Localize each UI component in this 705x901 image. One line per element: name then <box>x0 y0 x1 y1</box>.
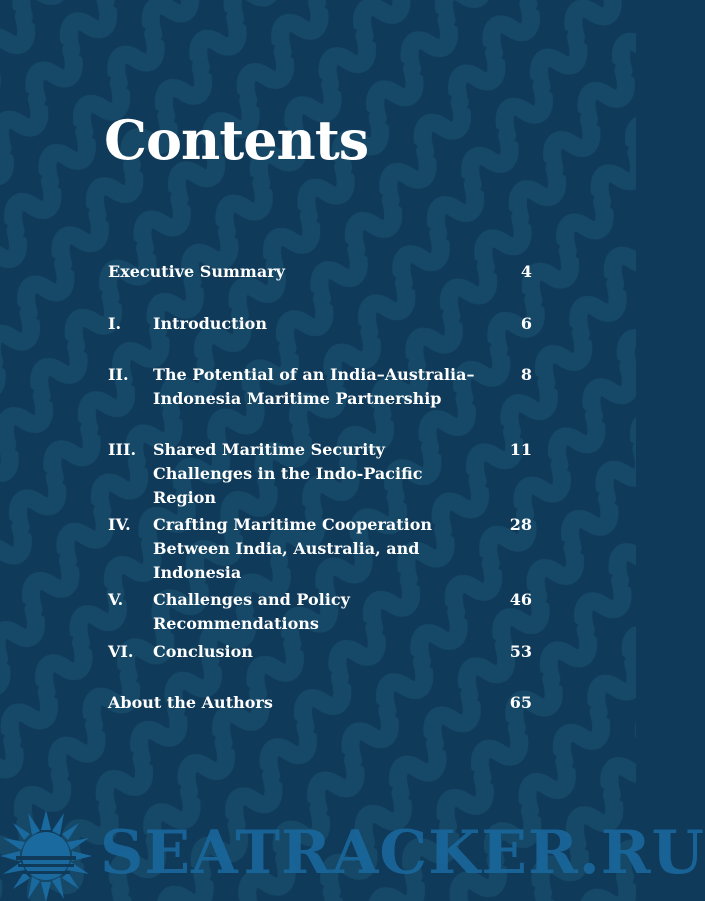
toc-entry-page: 4 <box>520 262 532 281</box>
toc-entry-number: V. <box>108 590 124 609</box>
toc-entry-number: VI. <box>108 642 134 661</box>
toc-entry-label: About the Authors <box>108 693 273 712</box>
toc-entry-page: 11 <box>509 440 532 459</box>
toc-entry-number: III. <box>108 440 137 459</box>
toc-entry-number: II. <box>108 365 129 384</box>
page-title: Contents <box>104 108 369 172</box>
toc-entry-label: Shared Maritime Security Challenges in the Indo-Pacific Region <box>153 440 423 507</box>
sun-burst-icon <box>0 810 92 901</box>
toc-entry-page: 65 <box>509 693 532 712</box>
watermark-text: SEATRACKER.RU <box>100 818 705 888</box>
toc-entry-page: 6 <box>520 314 532 333</box>
toc-entry-number: I. <box>108 314 122 333</box>
toc-entry-label: Challenges and Policy Recommendations <box>153 590 350 633</box>
toc-entry-page: 8 <box>520 365 532 384</box>
toc-entry-page: 53 <box>509 642 532 661</box>
toc-entry-label: The Potential of an India–Australia– Indonesia Maritime Partnership <box>153 365 475 408</box>
toc-entry-label: Executive Summary <box>108 262 285 281</box>
toc-entry-label: Introduction <box>153 314 267 333</box>
toc-entry-label: Crafting Maritime Cooperation Between India, Australia, and Indonesia <box>153 515 433 582</box>
toc-entry-number: IV. <box>108 515 131 534</box>
toc-entry-label: Conclusion <box>153 642 253 661</box>
toc-entry-page: 46 <box>509 590 532 609</box>
toc-entry-page: 28 <box>509 515 532 534</box>
